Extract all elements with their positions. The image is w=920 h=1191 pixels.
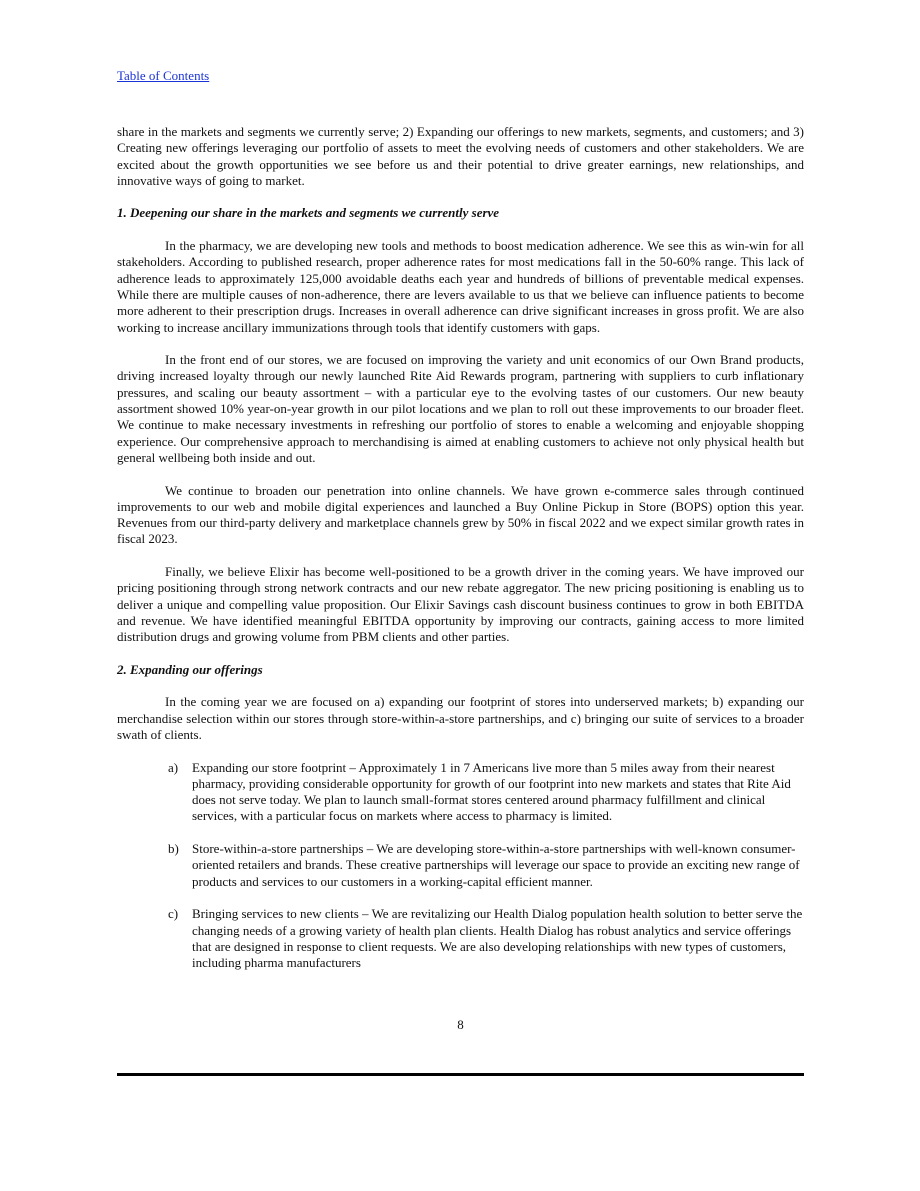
list-marker: c) [168, 906, 179, 922]
list-item-text: Bringing services to new clients – We are revitalizing our Health Dialog population health solution to better serve the changing needs of a growing variety of health plan clients. Health Dialog has robust analytics and service offerings that are designed in response to client requests. We are also developing relationships with new types of customers, including pharma manufacturers [192, 906, 803, 971]
section-1-paragraph-elixir: Finally, we believe Elixir has become well-positioned to be a growth driver in the coming years. We have improved our pricing positioning through strong network contracts and our new rebate aggregator. The new pricing positioning is enabling us to deliver a unique and compelling value proposition. Our Elixir Savings cash discount business continues to grow in both EBITDA and revenue. We have identified meaningful EBITDA opportunity by improving our contracts, gaining access to more limited distribution drugs and growing volume from PBM clients and other parties. [117, 564, 804, 645]
footer-divider [117, 1073, 804, 1076]
section-2-heading: 2. Expanding our offerings [117, 661, 263, 677]
list-item [117, 906, 804, 971]
section-2-intro-paragraph: In the coming year we are focused on a) expanding our footprint of stores into underserved markets; b) expanding our merchandise selection within our stores through store-within-a-store partnerships, and c) bringing our suite of services to a broader swath of clients. [117, 694, 804, 742]
intro-paragraph: share in the markets and segments we currently serve; 2) Expanding our offerings to new markets, segments, and customers; and 3) Creating new offerings leveraging our portfolio of assets to meet the evolving needs of customers and other stakeholders. We are excited about the growth opportunities we see before us and their potential to drive greater earnings, new relationships, and innovative ways of going to market. [117, 124, 804, 188]
list-marker: a) [168, 759, 179, 775]
section-1-paragraph-pharmacy: In the pharmacy, we are developing new tools and methods to boost medication adherence. We see this as win-win for all stakeholders. According to published research, proper adherence rates for most medications fall in the 50-60% range. This lack of adherence leads to approximately 125,000 avoidable deaths each year and hundreds of billions of preventable medical expenses. While there are multiple causes of non-adherence, there are levers available to us that we believe can influence patients to become more adherent to their prescription drugs. Increases in overall adherence can drive significant increases in gross profit. We are also working to increase ancillary immunizations through tools that identify customers with gaps. [117, 238, 804, 335]
section-1-paragraph-online: We continue to broaden our penetration into online channels. We have grown e-commerce sales through continued improvements to our web and mobile digital experiences and launched a Buy Online Pickup in Store (BOPS) option this year. Revenues from our third-party delivery and marketplace channels grew by 50% in fiscal 2022 and we expect similar growth rates in fiscal 2023. [117, 482, 804, 547]
table-of-contents-link[interactable]: Table of Contents [117, 68, 210, 83]
list-item [117, 760, 804, 825]
section-1-paragraph-front-end: In the front end of our stores, we are focused on improving the variety and unit economics of our Own Brand products, driving increased loyalty through our newly launched Rite Aid Rewards program, partnering with suppliers to curb inflationary pressures, and scaling our beauty assortment – with a particular eye to the evolving tastes of our customers. Our new beauty assortment showed 10% year-on-year growth in our pilot locations and we plan to roll out these improvements to our broader fleet. We continue to make necessary investments in refreshing our portfolio of stores to enable a welcoming and enjoyable shopping experience. Our comprehensive approach to merchandising is aimed at enabling customers to achieve not only physical health but general wellbeing both inside and out. [117, 352, 804, 465]
list-item [117, 841, 804, 890]
section-1-heading: 1. Deepening our share in the markets and segments we currently serve [117, 205, 500, 221]
list-item-text: Store-within-a-store partnerships – We are developing store-within-a-store partnerships with well-known consumer-oriented retailers and brands. These creative partnerships will leverage our space to provide an exciting new range of products and services to our customers in a working-capital efficient manner. [192, 841, 800, 889]
list-marker: b) [168, 841, 179, 857]
page-number: 8 [457, 1017, 464, 1032]
document-body [117, 124, 804, 988]
list-item-text: Expanding our store footprint – Approximately 1 in 7 Americans live more than 5 miles away from their nearest pharmacy, providing considerable opportunity for growth of our footprint into new markets and states that Rite Aid does not serve today. We plan to launch small-format stores centered around pharmacy fulfillment and clinical services, with a particular focus on markets where access to pharmacy is limited. [192, 759, 791, 824]
